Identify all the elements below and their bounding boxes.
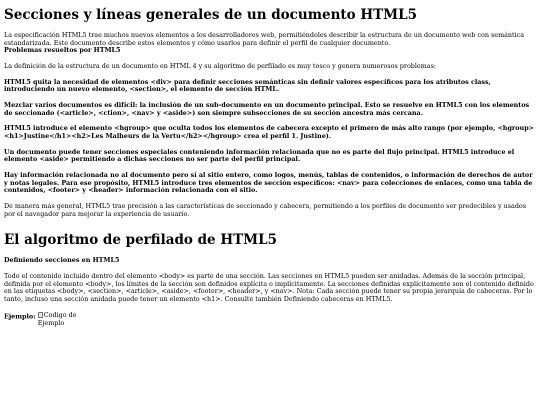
example-image-alt-text: Codigo de Ejemplo xyxy=(37,310,77,327)
algorithm-body-paragraph: Todo el contenido incluido dentro del elemento <body> es parte de una sección. Las secciones en HTML5 pueden ser anidadas. Además de la sección principal, definida por el elemento <body>, los límites de la sección son definidos explícita o implícitamente. La secciones definidas explícitamente son el contenido definido en las etiquetas <body>, <section>, <article>, <aside>, <footer>, <header>, y <nav>. Nota: Cada sección puede tener su propia jerarquía de cabeceras. Por lo tanto, incluso una sección anidada puede tener un elemento <h1>. Consulte también Definiendo cabeceras en HTML5. xyxy=(4,272,534,304)
broken-image-icon xyxy=(38,312,43,318)
example-label: Ejemplo: xyxy=(4,312,36,321)
section-title-algorithm: El algoritmo de perfilado de HTML5 xyxy=(4,231,277,248)
problem-paragraph-div: HTML5 quita la necesidad de elementos <div> para definir secciones semánticas sin definir valores específicos para los atributos class, introduciendo un nuevo elemento, <section>, el elemento de sección HTML. xyxy=(4,77,491,94)
problem-paragraph-hgroup: HTML5 introduce el elemento <hgroup> que oculta todos los elementos de cabecera excepto el primero de más alto rango (por ejemplo, <hgroup><h1>Justine</h1><h2>Les Malheurs de la Vertu</h2></hgroup> crea el perfil 1. Justine). xyxy=(4,124,535,141)
problems-heading: Problemas resueltos por HTML5 xyxy=(4,46,121,55)
summary-paragraph: De manera más general, HTML5 trae precisión a las características de seccionado y cabecera, permitiendo a los perfiles de documento ser predecibles y usados por el navegador para mejorar la experiencia de usuario. xyxy=(4,202,527,218)
page-title: Secciones y líneas generales de un documento HTML5 xyxy=(4,7,417,23)
problem-paragraph-aside: Un documento puede tener secciones especiales conteniendo información relacionada que no es parte del flujo principal. HTML5 introduce el elemento <aside> permitiendo a dichas secciones no ser parte del perfil principal. xyxy=(4,147,515,164)
example-line xyxy=(4,310,536,327)
example-image xyxy=(37,310,104,327)
problem-paragraph-mixing: Mezclar varios documentos es difícil: la inclusión de un sub-documento en un documento principal. Esto se resuelve en HTML5 con los elementos de seccionado (<article>, <ction>, <nav> y <aside>) son siempre subsecciones de su sección ancestra más cercana. xyxy=(4,100,530,117)
intro-paragraph: La especificación HTML5 trae muchos nuevos elementos a los desarrolladores web, permitiéndoles describir la estructura de un documento web con semántica estandarizada. Este documento describe estos elementos y cómo usarlos para definir el perfil de cualquier documento. xyxy=(4,30,525,47)
problems-intro-paragraph: La definición de la estructura de un documento en HTML 4 y su algoritmo de perfilado es muy tosco y genera numerosos problemas: xyxy=(4,61,437,70)
problem-paragraph-nav: Hay información relacionada no al documento pero sí al sitio entero, como logos, menús, tablas de contenidos, o información de derechos de autor y notas legales. Para ese propósito, HTML5 introduce tres elementos de sección específicos: <nav> para colecciones de enlaces, como una tabla de contenidos, <footer> y <header> información relacionada con el sitio. xyxy=(4,171,533,195)
subheading-defining-sections: Definiendo secciones en HTML5 xyxy=(4,256,120,265)
